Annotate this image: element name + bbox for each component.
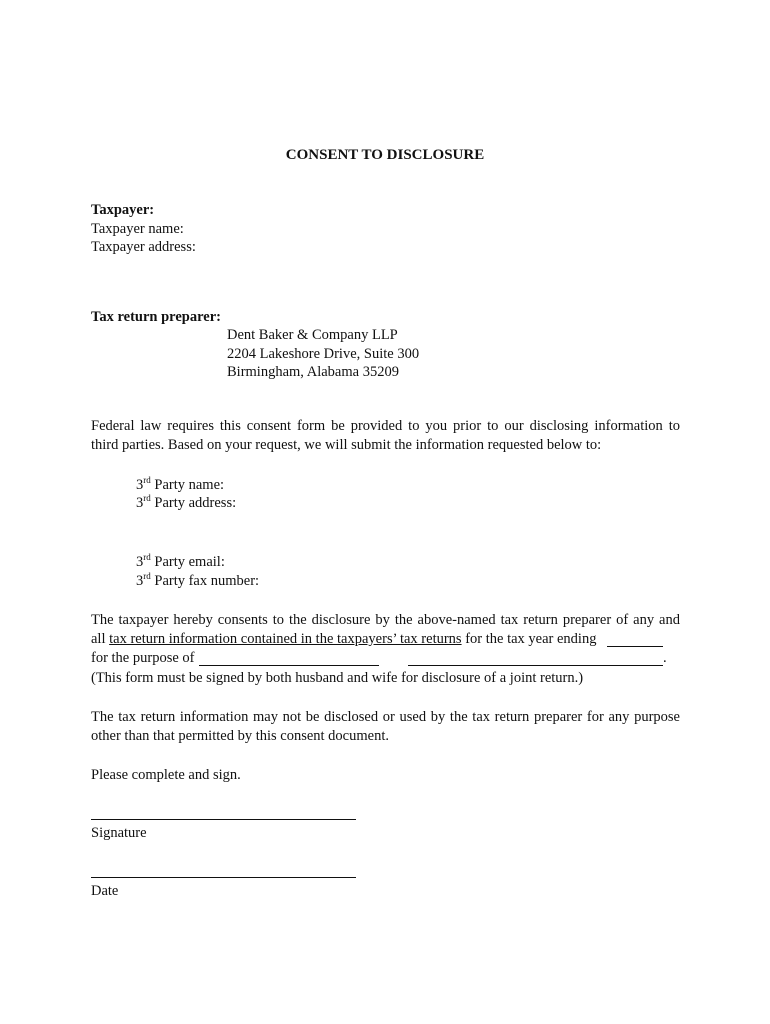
restriction-line-1: The tax return information may not be disclosed or used by the tax return preparer for any purpose: [91, 709, 680, 725]
document-title: CONSENT TO DISCLOSURE: [285, 147, 485, 163]
intro-line-2: third parties. Based on your request, we will submit the information requested below to:: [91, 437, 602, 453]
ordinal-number: 3: [136, 573, 144, 589]
ordinal-number: 3: [136, 477, 144, 493]
date-label: Date: [91, 883, 119, 899]
consent-tax-return-info-phrase: tax return information contained in the taxpayers’ tax returns: [109, 631, 462, 647]
consent-line-1: The taxpayer hereby consents to the disclosure by the above-named tax return preparer of any and: [91, 612, 680, 628]
consent-line-2-prefix: all: [91, 631, 106, 647]
taxpayer-name-label: Taxpayer name:: [91, 221, 184, 237]
tax-year-ending-blank[interactable]: [607, 646, 663, 647]
preparer-city-state-zip: Birmingham, Alabama 35209: [227, 364, 399, 380]
preparer-heading: Tax return preparer:: [91, 309, 221, 325]
purpose-blank-right[interactable]: [408, 665, 663, 666]
date-line[interactable]: [91, 877, 356, 878]
ordinal-suffix: rd: [143, 493, 151, 503]
consent-line-2: [91, 630, 596, 649]
signature-line[interactable]: [91, 819, 356, 820]
ordinal-number: 3: [136, 495, 144, 511]
consent-line-3-prefix: for the purpose of: [91, 650, 195, 666]
restriction-line-2: other than that permitted by this consent document.: [91, 728, 389, 744]
ordinal-suffix: rd: [143, 571, 151, 581]
third-party-address-row: [136, 494, 236, 513]
ordinal-number: 3: [136, 554, 144, 570]
third-party-address-label: Party address:: [154, 495, 237, 511]
third-party-fax-row: [136, 572, 259, 591]
ordinal-suffix: rd: [143, 475, 151, 485]
signature-label: Signature: [91, 825, 147, 841]
taxpayer-address-label: Taxpayer address:: [91, 239, 196, 255]
third-party-fax-label: Party fax number:: [154, 573, 260, 589]
third-party-email-label: Party email:: [154, 554, 225, 570]
consent-line-3-end: .: [663, 650, 667, 666]
preparer-street: 2204 Lakeshore Drive, Suite 300: [227, 346, 420, 362]
taxpayer-heading: Taxpayer:: [91, 202, 155, 218]
third-party-name-label: Party name:: [154, 477, 225, 493]
consent-line-2-suffix: for the tax year ending: [465, 631, 597, 647]
instruction-text: Please complete and sign.: [91, 767, 241, 783]
joint-return-note: (This form must be signed by both husband and wife for disclosure of a joint return.): [91, 670, 584, 686]
third-party-email-row: [136, 553, 225, 572]
intro-line-1: Federal law requires this consent form be provided to you prior to our disclosing information to: [91, 418, 680, 434]
purpose-blank-left[interactable]: [199, 665, 379, 666]
preparer-company: Dent Baker & Company LLP: [227, 327, 398, 343]
ordinal-suffix: rd: [143, 552, 151, 562]
